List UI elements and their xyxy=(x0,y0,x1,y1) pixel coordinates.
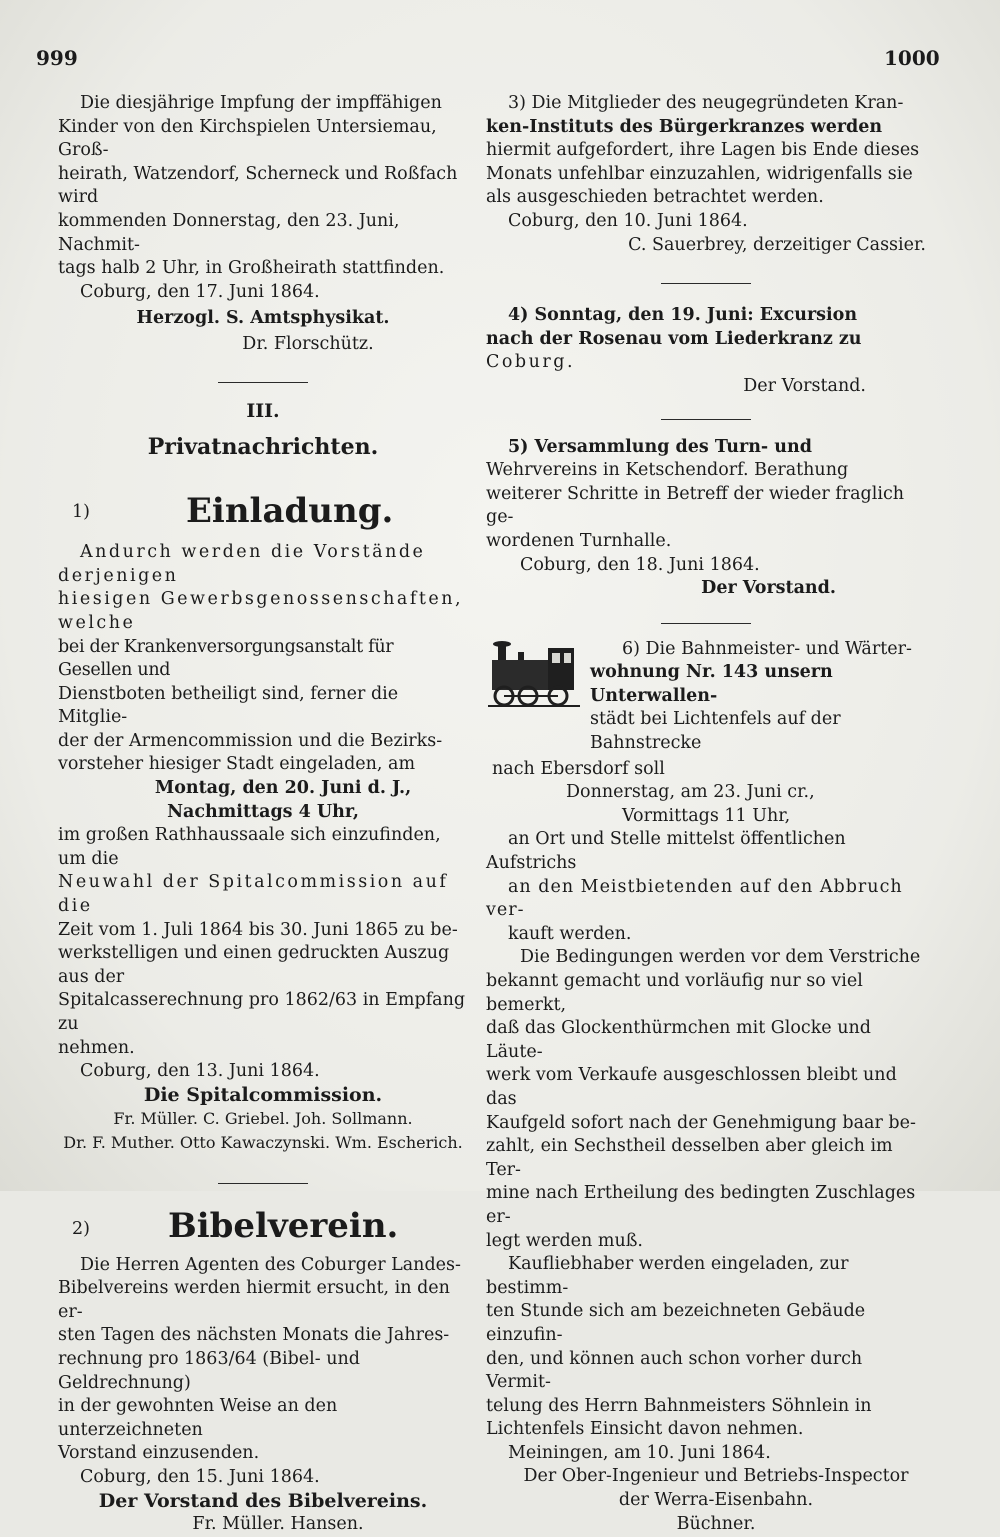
body-line: 3) Die Mitglieder des neugegründeten Kran- xyxy=(508,93,904,113)
invitation-body-2 xyxy=(58,824,468,1060)
meeting-time: Nachmittags 4 Uhr, xyxy=(167,801,359,822)
page-number-right: 1000 xyxy=(884,46,940,70)
invitation-names: Dr. F. Muther. Otto Kawaczynski. Wm. Escherich. xyxy=(63,1132,463,1152)
gym-society-signer: Der Vorstand. xyxy=(701,578,836,599)
body-line: Bibelvereins werden hiermit ersucht, in den er- xyxy=(58,1278,450,1322)
body-line: Kaufliebhaber werden eingeladen, zur bestimm- xyxy=(486,1254,849,1298)
body-line: nehmen. xyxy=(58,1037,135,1058)
notice-line: Kinder von den Kirchspielen Untersiemau, Groß- xyxy=(58,116,437,161)
left-column xyxy=(58,0,468,1537)
body-line: Dienstboten betheiligt sind, ferner die Mitglie- xyxy=(58,683,399,728)
item-title: Einladung. xyxy=(186,491,394,532)
body-line: mine nach Ertheilung des bedingten Zuschlages er- xyxy=(486,1183,916,1227)
section-title: Privatnachrichten. xyxy=(147,434,379,461)
divider xyxy=(218,382,308,383)
excursion-signer: Der Vorstand. xyxy=(743,375,866,396)
body-line: wordenen Turnhalle. xyxy=(486,530,672,551)
auction-conditions xyxy=(486,946,926,1253)
body-line: Monats unfehlbar einzuzahlen, widrigenfalls sie xyxy=(486,163,913,184)
body-line: bekannt gemacht und vorläufig nur so viel bemerkt, xyxy=(486,971,863,1015)
body-line: Neuwahl der Spitalcommission auf die xyxy=(58,872,449,917)
item-number: 1) xyxy=(72,502,90,523)
body-line: Lichtenfels Einsicht davon nehmen. xyxy=(486,1419,804,1440)
body-line: an Ort und Stelle mittelst öffentlichen Aufstrichs xyxy=(486,829,846,874)
body-line: 5) Versammlung des Turn- und xyxy=(508,436,812,457)
notice-line: tags halb 2 Uhr, in Großheirath stattfinden. xyxy=(58,258,445,279)
invitation-body xyxy=(58,541,468,777)
body-line: werkstelligen und einen gedruckten Auszug aus der xyxy=(58,943,450,987)
auction-invitation xyxy=(486,1253,926,1442)
divider xyxy=(661,623,751,624)
bible-society-org: Der Vorstand des Bibelvereins. xyxy=(98,1489,428,1512)
notice-line: kommenden Donnerstag, den 23. Juni, Nachmit- xyxy=(58,210,400,255)
page-number-left: 999 xyxy=(36,46,78,70)
body-line: werk vom Verkaufe ausgeschlossen bleibt und das xyxy=(486,1065,897,1109)
auction-time: Vormittags 11 Uhr, xyxy=(622,805,791,826)
auction-signer-name: Büchner. xyxy=(676,1513,756,1534)
notice-line: heirath, Watzendorf, Scherneck und Roßfach wird xyxy=(58,163,458,208)
body-line: in der gewohnten Weise an den unterzeichneten xyxy=(58,1396,338,1440)
notice-signer: Dr. Florschütz. xyxy=(242,333,374,354)
body-line: Die Bedingungen werden vor dem Verstriche xyxy=(520,947,921,968)
auction-date: Donnerstag, am 23. Juni cr., xyxy=(566,782,815,803)
notice-office: Herzogl. S. Amtsphysikat. xyxy=(136,308,390,329)
body-line: der der Armencommission und die Bezirks- xyxy=(58,730,443,751)
body-line: zahlt, ein Sechstheil desselben aber gleich im Ter- xyxy=(486,1136,893,1180)
body-line: städt bei Lichtenfels auf der Bahnstrecke xyxy=(590,709,841,754)
bible-society-body xyxy=(58,1254,468,1466)
body-line: Wehrvereins in Ketschendorf. Berathung xyxy=(486,460,849,481)
item-title: Bibelverein. xyxy=(168,1205,399,1246)
health-fund-date: Coburg, den 10. Juni 1864. xyxy=(508,210,748,231)
body-line: nach Ebersdorf soll xyxy=(492,758,665,779)
body-line: an den Meistbietenden auf den Abbruch ver- xyxy=(486,876,903,921)
body-line: ten Stunde sich am bezeichneten Gebäude einzufin- xyxy=(486,1301,866,1345)
section-number: III. xyxy=(246,399,280,422)
invitation-names: Fr. Müller. C. Griebel. Joh. Sollmann. xyxy=(113,1109,413,1129)
body-line: Kaufgeld sofort nach der Genehmigung baar be- xyxy=(486,1112,916,1133)
body-line: hiesigen Gewerbsgenossenschaften, welche xyxy=(58,589,464,633)
body-line: Zeit vom 1. Juli 1864 bis 30. Juni 1865 zu be- xyxy=(58,919,458,940)
body-line: wohnung Nr. 143 unsern Unterwallen- xyxy=(590,662,833,706)
invitation-org: Die Spitalcommission. xyxy=(143,1083,383,1106)
notice-line: Die diesjährige Impfung der impffähigen xyxy=(80,93,442,113)
body-line: den, und können auch schon vorher durch Vermit- xyxy=(486,1348,863,1393)
body-line: ken-Instituts des Bürgerkranzes werden xyxy=(486,116,883,137)
gym-society-date: Coburg, den 18. Juni 1864. xyxy=(520,554,760,575)
body-line: 4) Sonntag, den 19. Juni: Excursion xyxy=(508,305,858,326)
bible-society-names: Fr. Müller. Hansen. xyxy=(192,1514,364,1535)
body-line: hiermit aufgefordert, ihre Lagen bis Ende dieses xyxy=(486,140,920,161)
body-line: daß das Glockenthürmchen mit Glocke und Läute- xyxy=(486,1018,871,1062)
locomotive-icon xyxy=(488,640,580,710)
auction-body xyxy=(486,828,926,946)
body-line: legt werden muß. xyxy=(486,1230,643,1251)
right-column xyxy=(486,0,926,1536)
body-line: kauft werden. xyxy=(508,923,632,944)
body-line: sten Tagen des nächsten Monats die Jahres- xyxy=(58,1325,450,1346)
body-line: Spitalcasserechnung pro 1862/63 in Empfang zu xyxy=(58,990,466,1034)
body-line: Die Herren Agenten des Coburger Landes- xyxy=(80,1254,461,1275)
health-fund-notice xyxy=(486,92,926,210)
body-line: im großen Rathhaussaale sich einzufinden, um die xyxy=(58,825,441,869)
vaccination-notice xyxy=(58,92,468,281)
body-line: bei der Krankenversorgungsanstalt für Gesellen und xyxy=(58,636,394,681)
body-line: rechnung pro 1863/64 (Bibel- und Geldrechnung) xyxy=(58,1348,360,1393)
body-line: vorsteher hiesiger Stadt eingeladen, am xyxy=(58,754,416,775)
divider xyxy=(218,1183,308,1184)
divider xyxy=(661,283,751,284)
body-line: Coburg. xyxy=(486,352,576,373)
gym-society-notice xyxy=(486,436,926,554)
auction-place-date: Meiningen, am 10. Juni 1864. xyxy=(508,1442,771,1463)
body-line: weiterer Schritte in Betreff der wieder fraglich ge- xyxy=(486,483,905,528)
bible-society-date: Coburg, den 15. Juni 1864. xyxy=(80,1466,320,1487)
auction-signer-org: der Werra-Eisenbahn. xyxy=(618,1490,814,1511)
body-line: telung des Herrn Bahnmeisters Söhnlein in xyxy=(486,1395,872,1416)
body-line: nach der Rosenau vom Liederkranz zu xyxy=(486,328,862,349)
body-line: Andurch werden die Vorstände derjenigen xyxy=(58,542,426,586)
body-line: als ausgeschieden betrachtet werden. xyxy=(486,187,824,208)
excursion-notice xyxy=(486,304,926,375)
invitation-date: Coburg, den 13. Juni 1864. xyxy=(80,1061,320,1082)
notice-date: Coburg, den 17. Juni 1864. xyxy=(80,281,320,302)
auction-signer-title: Der Ober-Ingenieur und Betriebs-Inspector xyxy=(523,1466,909,1487)
divider xyxy=(661,419,751,420)
body-line: 6) Die Bahnmeister- und Wärter- xyxy=(622,638,912,659)
meeting-date: Montag, den 20. Juni d. J., xyxy=(154,778,412,799)
item-number: 2) xyxy=(72,1218,90,1239)
health-fund-signer: C. Sauerbrey, derzeitiger Cassier. xyxy=(628,234,926,255)
body-line: Vorstand einzusenden. xyxy=(58,1443,260,1464)
